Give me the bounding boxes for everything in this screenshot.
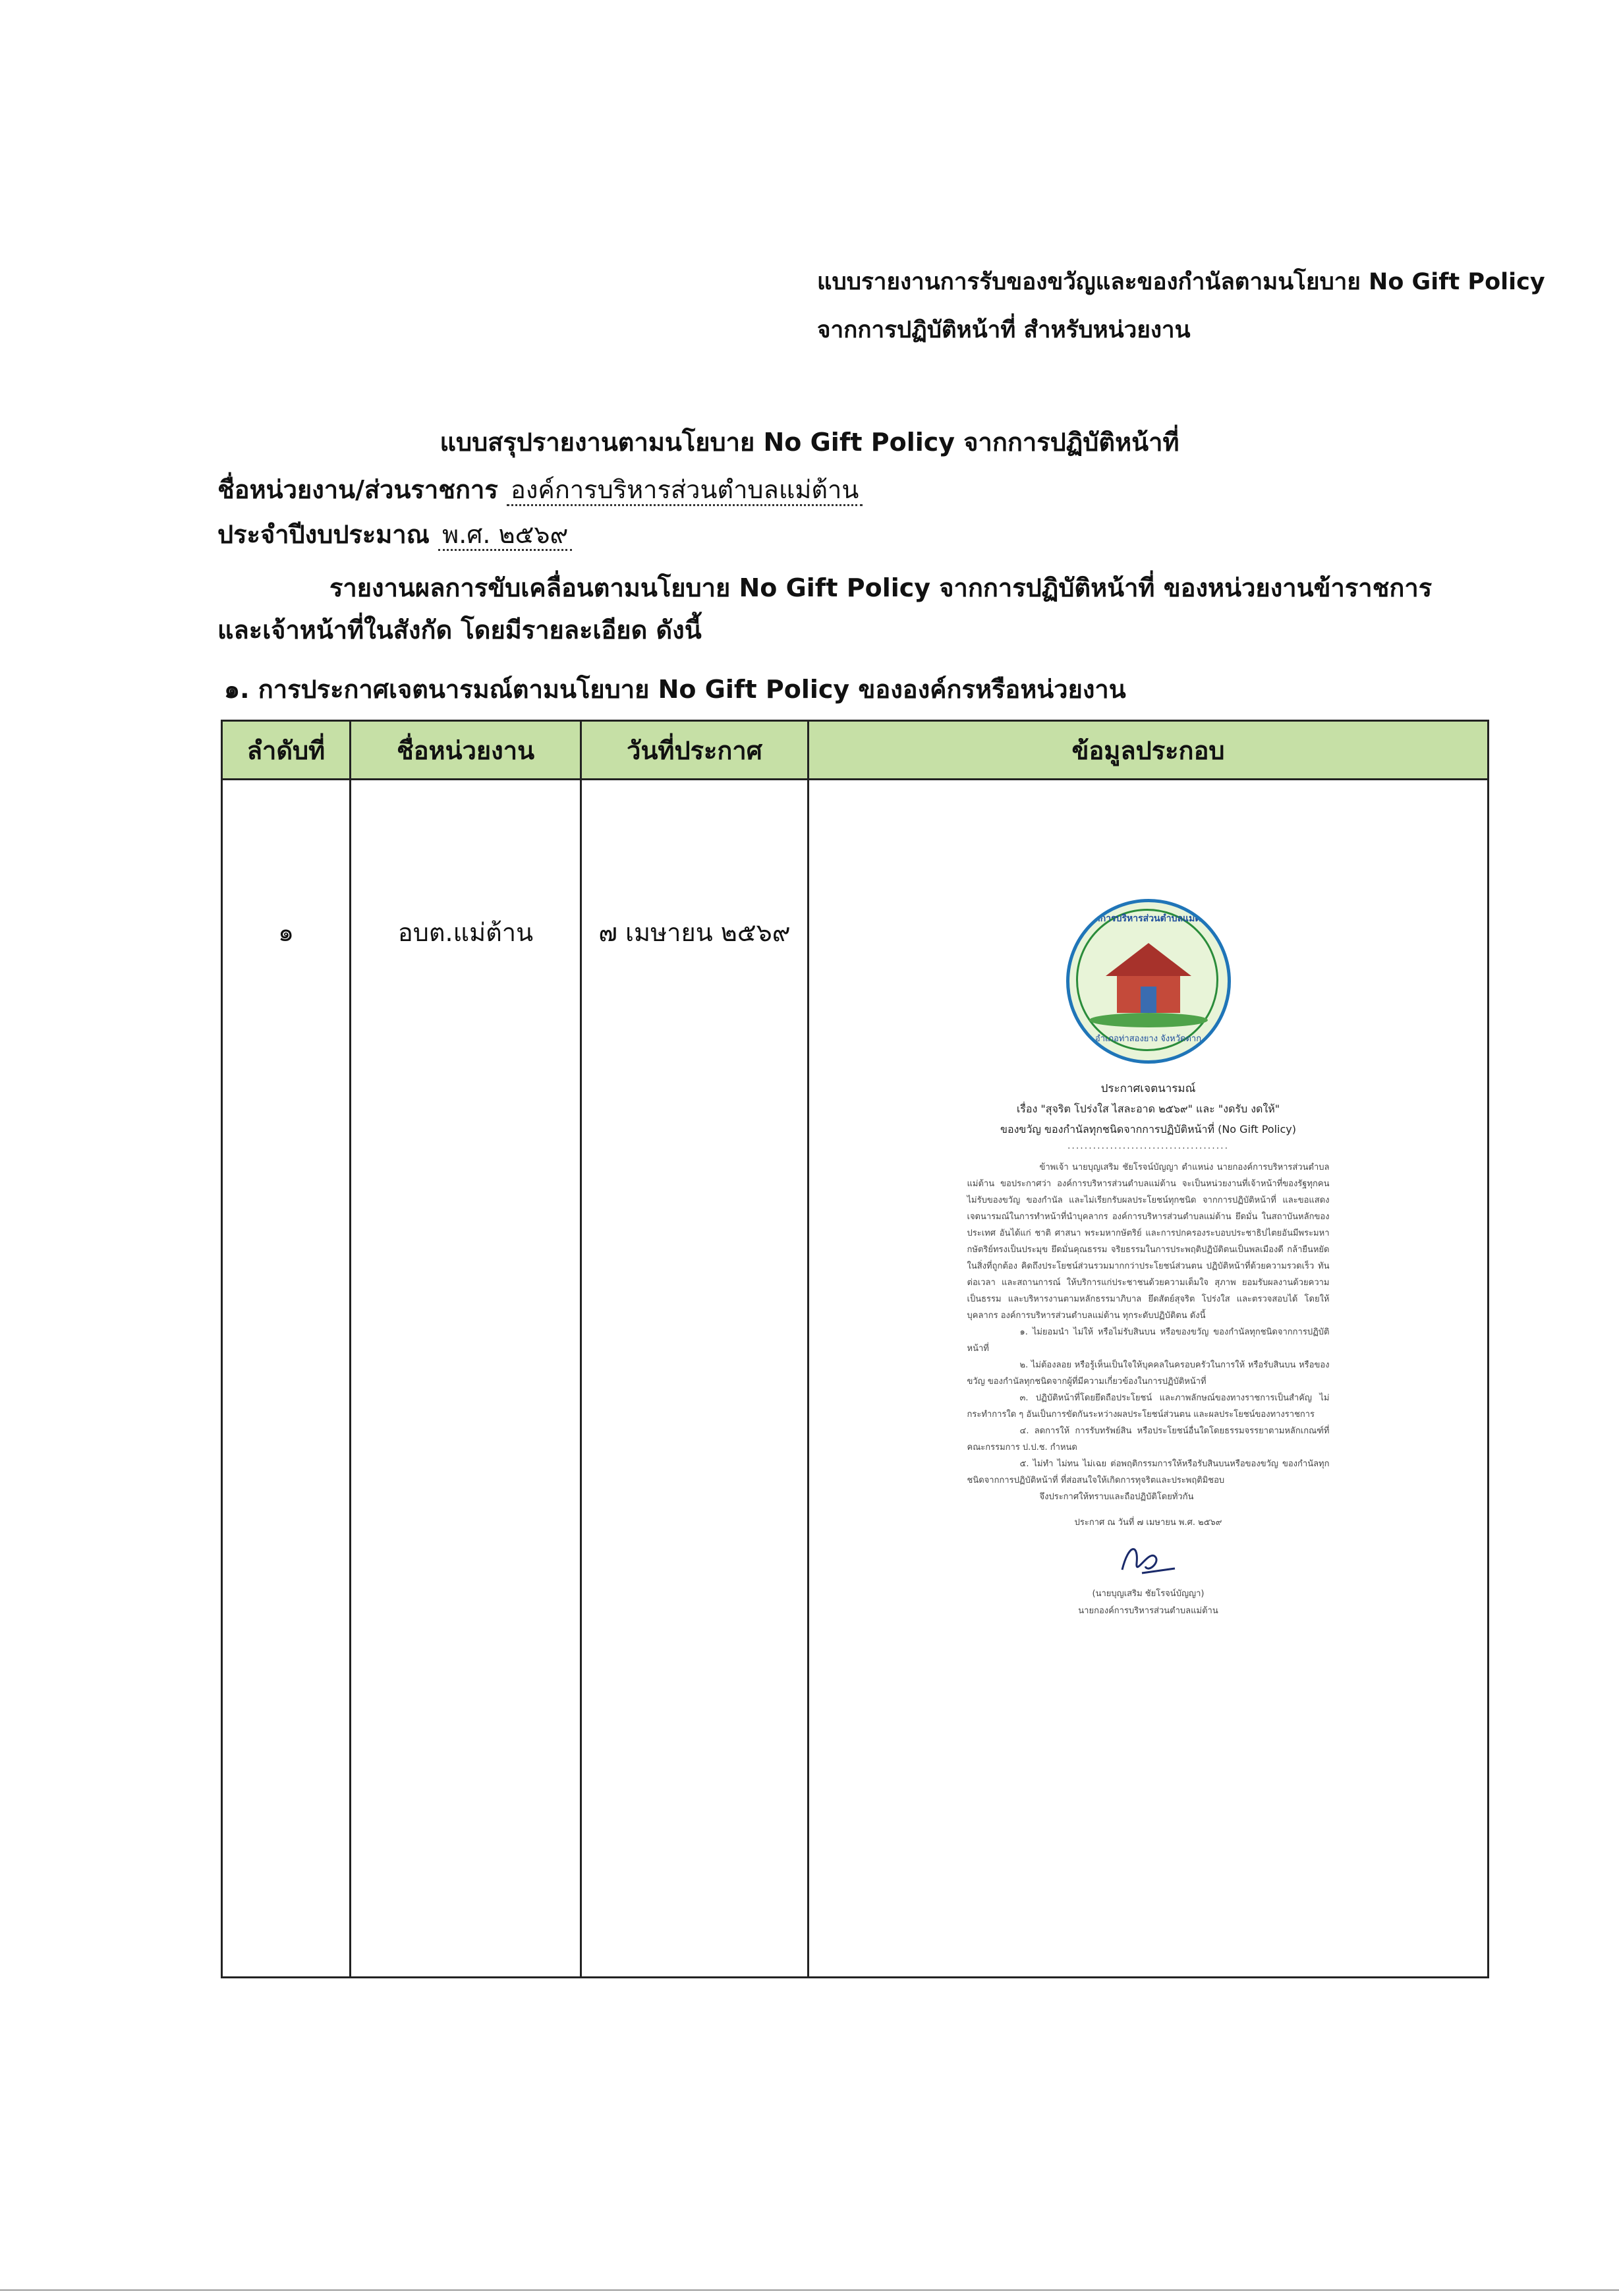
agency-value: องค์การบริหารส่วนตำบลแม่ต้าน — [507, 475, 863, 506]
row-agency: อบต.แม่ต้าน — [351, 780, 581, 1978]
form-header-line2: จากการปฏิบัติหน้าที่ สำหรับหน่วยงาน — [817, 317, 1191, 343]
announcement-title: ประกาศเจตนารมณ์ — [1100, 1082, 1196, 1095]
table-header-row — [222, 721, 1489, 780]
row-supporting-info — [809, 780, 1489, 1978]
emblem-top-text: องค์การบริหารส่วนตำบลแม่ต้าน — [1084, 913, 1212, 924]
announcement-document — [967, 899, 1330, 1620]
announcement-closing: จึงประกาศให้ทราบและถือปฏิบัติโดยทั่วกัน — [1039, 1492, 1194, 1502]
col-header-info: ข้อมูลประกอบ — [809, 721, 1489, 780]
divider-dots: ...................................... — [1067, 1141, 1230, 1151]
announcement-subject-2: ของขวัญ ของกำนัลทุกชนิดจากการปฏิบัติหน้าที่ (No Gift Policy) — [1000, 1123, 1296, 1135]
announcement-body — [967, 1159, 1330, 1505]
col-header-no: ลำดับที่ — [222, 721, 351, 780]
page-bottom-rule — [0, 2289, 1619, 2291]
announcement-item: ๑. ไม่ยอมนำ ไม่ให้ หรือไม่รับสินบน หรือของขวัญ ของกำนัลทุกชนิดจากการปฏิบัติหน้าที่ — [967, 1327, 1330, 1354]
row-date: ๗ เมษายน ๒๕๖๙ — [581, 780, 809, 1978]
agency-field — [217, 469, 863, 509]
announcement-item: ๒. ไม่ต้องลอย หรือรู้เห็นเป็นใจให้บุคคลในครอบครัวในการให้ หรือรับสินบน หรือของขวัญ ของกำนัลทุกชนิดจากผู้ที่มีความเกี่ยวข้องในการปฏิบัติหน้าที่ — [967, 1360, 1330, 1387]
row-no: ๑ — [222, 780, 351, 1978]
col-header-date: วันที่ประกาศ — [581, 721, 809, 780]
emblem-bottom-text: อำเภอท่าสองยาง จังหวัดตาก — [1094, 1034, 1202, 1044]
fiscal-year-field — [217, 514, 572, 554]
organization-emblem — [1066, 899, 1231, 1064]
announcement-body-text: ข้าพเจ้า นายบุญเสริม ชัยโรจน์บัญญา ตำแหน่ง นายกองค์การบริหารส่วนตำบลแม่ต้าน ขอประกาศว่า องค์การบริหารส่วนตำบลแม่ต้าน จะเป็นหน่วยงานที่เจ้าหน้าที่ของรัฐทุกคนไม่รับของขวัญ ของกำนัล และไม่เรียกรับผลประโยชน์ทุกชนิด จากการปฏิบัติหน้าที่ และขอแสดงเจตนารมณ์ในการทำหน้าที่นำบุคลากร องค์การบริหารส่วนตำบลแม่ต้าน ยึดมั่น ในสถาบันหลักของประเทศ อันได้แก่ ชาติ ศาสนา พระมหากษัตริย์ และการปกครองระบอบประชาธิปไตยอันมีพระมหากษัตริย์ทรงเป็นประมุข ยึดมั่นคุณธรรม จริยธรรมในการประพฤติปฏิบัติตนเป็นพลเมืองดี กล้ายืนหยัดในสิ่งที่ถูกต้อง คิดถึงประโยชน์ส่วนรวมมากกว่าประโยชน์ส่วนตน ปฏิบัติหน้าที่ด้วยความรวดเร็ว ทันต่อเวลา และสถานการณ์ ให้บริการแก่ประชาชนด้วยความเต็มใจ สุภาพ ยอมรับผลงานด้วยความเป็นธรรม และบริหารงานตามหลักธรรมาภิบาล ยึดสัตย์สุจริต โปร่งใส และตรวจสอบได้ โดยให้บุคลากร องค์การบริหารส่วนตำบลแม่ต้าน ทุกระดับปฏิบัติตน ดังนี้ — [967, 1162, 1330, 1321]
col-header-agency: ชื่อหน่วยงาน — [351, 721, 581, 780]
announcement-item: ๓. ปฏิบัติหน้าที่โดยยึดถือประโยชน์ และภาพลักษณ์ของทางราชการเป็นสำคัญ ไม่กระทำการใด ๆ อันเป็นการขัดกันระหว่างผลประโยชน์ส่วนตน และผลประโยชน์ของทางราชการ — [967, 1393, 1330, 1420]
fiscal-year-value: พ.ศ. ๒๕๖๙ — [438, 520, 572, 551]
announcement-item: ๕. ไม่ทำ ไม่ทน ไม่เฉย ต่อพฤติกรรมการให้หรือรับสินบนหรือของขวัญ ของกำนัลทุกชนิดจากการปฏิบัติหน้าที่ ที่ส่อสนใจให้เกิดการทุจริตและประพฤติมิชอบ — [967, 1459, 1330, 1485]
form-header-line1: แบบรายงานการรับของขวัญและของกำนัลตามนโยบาย No Gift Policy — [817, 269, 1545, 295]
announcement-date: ประกาศ ณ วันที่ ๗ เมษายน พ.ศ. ๒๕๖๙ — [1074, 1518, 1222, 1528]
signature-block — [967, 1514, 1330, 1620]
report-paragraph: รายงานผลการขับเคลื่อนตามนโยบาย No Gift Policy จากการปฏิบัติหน้าที่ ของหน่วยงานข้าราชการ และเจ้าหน้าที่ในสังกัด โดยมีรายละเอียด ดังนี้ — [217, 573, 1433, 645]
announcement-subject: เรื่อง "สุจริต โปร่งใส ไสละอาด ๒๕๖๙" และ "งดรับ งดให้" — [1016, 1103, 1280, 1115]
signer-title: นายกองค์การบริหารส่วนตำบลแม่ต้าน — [1078, 1606, 1218, 1616]
announcement-item: ๔. ลดการให้ การรับทรัพย์สิน หรือประโยชน์อื่นใดโดยธรรมจรรยาตามหลักเกณฑ์ที่คณะกรรมการ ป.ป.ช. กำหนด — [967, 1426, 1330, 1452]
announcement-table — [221, 720, 1489, 1978]
agency-label: ชื่อหน่วยงาน/ส่วนราชการ — [217, 475, 498, 504]
page-title: แบบสรุปรายงานตามนโยบาย No Gift Policy จากการปฏิบัติหน้าที่ — [440, 428, 1179, 457]
signature-image — [1109, 1537, 1188, 1583]
section-1-heading: ๑. การประกาศเจตนารมณ์ตามนโยบาย No Gift Policy ขององค์กรหรือหน่วยงาน — [224, 675, 1126, 704]
fiscal-year-label: ประจำปีงบประมาณ — [217, 520, 430, 549]
signer-name: (นายบุญเสริม ชัยโรจน์บัญญา) — [1092, 1589, 1205, 1599]
table-row — [222, 780, 1489, 1978]
